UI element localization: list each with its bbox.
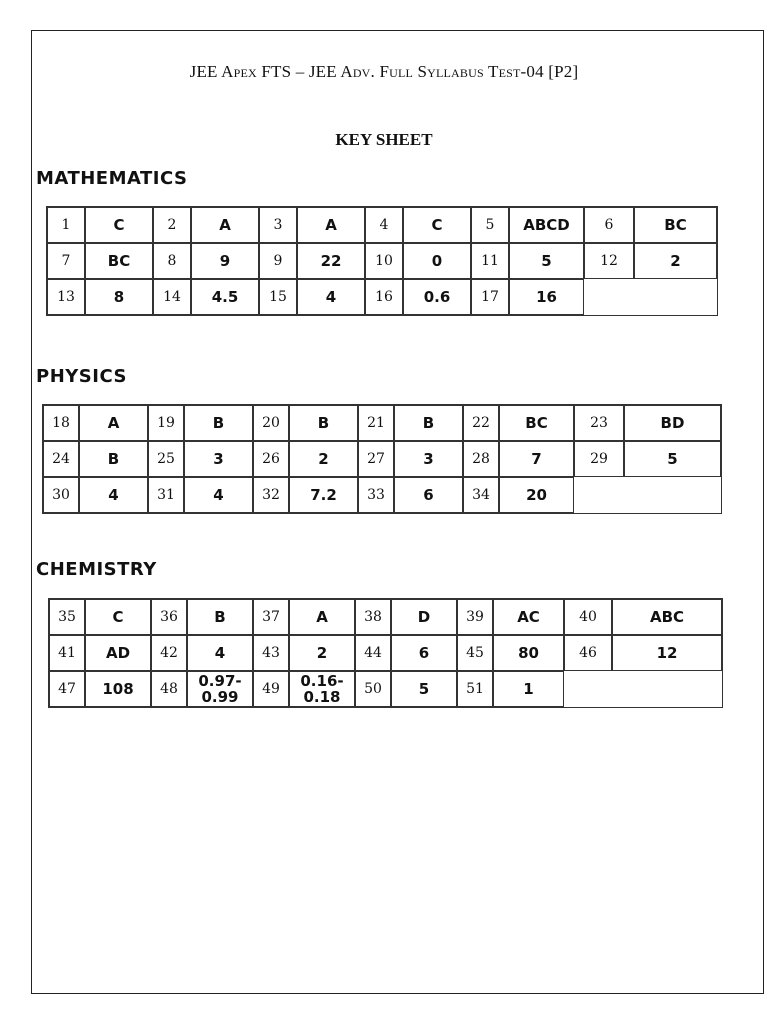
question-number: 46 [564, 635, 612, 671]
answer-key: A [79, 405, 148, 441]
answer-key: ABC [612, 599, 722, 635]
answer-key: 2 [289, 441, 358, 477]
question-number: 3 [259, 207, 297, 243]
question-number: 19 [148, 405, 184, 441]
answer-key: 4 [79, 477, 148, 513]
question-number: 18 [43, 405, 79, 441]
question-number: 11 [471, 243, 509, 279]
question-number: 1 [47, 207, 85, 243]
key-sheet-title: KEY SHEET [335, 130, 433, 149]
chemistry-key-table [48, 598, 723, 708]
question-number: 29 [574, 441, 624, 477]
question-number: 32 [253, 477, 289, 513]
answer-key: 2 [634, 243, 717, 279]
question-number: 51 [457, 671, 493, 707]
answer-key: B [79, 441, 148, 477]
question-number: 13 [47, 279, 85, 315]
question-number: 44 [355, 635, 391, 671]
answer-key: 5 [509, 243, 584, 279]
question-number: 20 [253, 405, 289, 441]
answer-key: BC [634, 207, 717, 243]
answer-key: A [289, 599, 355, 635]
question-number: 49 [253, 671, 289, 707]
answer-row [47, 207, 717, 243]
answer-key: 3 [184, 441, 253, 477]
answer-key: 22 [297, 243, 365, 279]
question-number: 23 [574, 405, 624, 441]
answer-row [49, 599, 722, 635]
answer-key: 0.97- 0.99 [187, 671, 253, 707]
answer-row [43, 477, 721, 513]
answer-row [47, 279, 717, 315]
question-number: 27 [358, 441, 394, 477]
question-number: 15 [259, 279, 297, 315]
section-title-physics: PHYSICS [36, 366, 127, 387]
answer-key: AD [85, 635, 151, 671]
question-number: 25 [148, 441, 184, 477]
question-number: 36 [151, 599, 187, 635]
answer-key: 0.16- 0.18 [289, 671, 355, 707]
answer-row [49, 671, 722, 707]
answer-key: 4 [184, 477, 253, 513]
question-number: 6 [584, 207, 634, 243]
answer-key: 8 [85, 279, 153, 315]
question-number: 38 [355, 599, 391, 635]
question-number: 30 [43, 477, 79, 513]
empty-cell [564, 671, 722, 707]
question-number: 5 [471, 207, 509, 243]
answer-key: 2 [289, 635, 355, 671]
answer-row [49, 635, 722, 671]
answer-key: 9 [191, 243, 259, 279]
answer-key: 108 [85, 671, 151, 707]
question-number: 41 [49, 635, 85, 671]
answer-key: 4 [297, 279, 365, 315]
question-number: 21 [358, 405, 394, 441]
answer-key: AC [493, 599, 564, 635]
question-number: 45 [457, 635, 493, 671]
answer-key: ABCD [509, 207, 584, 243]
question-number: 12 [584, 243, 634, 279]
empty-cell [574, 477, 721, 513]
answer-key: B [394, 405, 463, 441]
question-number: 42 [151, 635, 187, 671]
answer-key: C [85, 599, 151, 635]
test-title: JEE Apex FTS – JEE Adv. Full Syllabus Test-04 [P2] [189, 62, 579, 81]
question-number: 8 [153, 243, 191, 279]
question-number: 31 [148, 477, 184, 513]
answer-key: BD [624, 405, 721, 441]
question-number: 50 [355, 671, 391, 707]
answer-key: 5 [391, 671, 457, 707]
question-number: 22 [463, 405, 499, 441]
question-number: 2 [153, 207, 191, 243]
answer-key: 0.6 [403, 279, 471, 315]
question-number: 40 [564, 599, 612, 635]
question-number: 47 [49, 671, 85, 707]
answer-key: C [403, 207, 471, 243]
question-number: 37 [253, 599, 289, 635]
question-number: 7 [47, 243, 85, 279]
answer-key: A [297, 207, 365, 243]
answer-key: C [85, 207, 153, 243]
answer-key: 0 [403, 243, 471, 279]
question-number: 10 [365, 243, 403, 279]
question-number: 16 [365, 279, 403, 315]
answer-key: B [184, 405, 253, 441]
section-title-mathematics: MATHEMATICS [36, 168, 188, 189]
answer-key: A [191, 207, 259, 243]
question-number: 33 [358, 477, 394, 513]
answer-key: 6 [394, 477, 463, 513]
answer-key: 7.2 [289, 477, 358, 513]
answer-key: BC [85, 243, 153, 279]
section-title-chemistry: CHEMISTRY [36, 559, 157, 580]
question-number: 14 [153, 279, 191, 315]
answer-key: 80 [493, 635, 564, 671]
question-number: 48 [151, 671, 187, 707]
answer-key: 3 [394, 441, 463, 477]
empty-cell [584, 279, 717, 315]
question-number: 34 [463, 477, 499, 513]
question-number: 26 [253, 441, 289, 477]
question-number: 35 [49, 599, 85, 635]
question-number: 24 [43, 441, 79, 477]
answer-key: 6 [391, 635, 457, 671]
physics-key-table [42, 404, 722, 514]
answer-key: 5 [624, 441, 721, 477]
question-number: 28 [463, 441, 499, 477]
answer-row [47, 243, 717, 279]
question-number: 4 [365, 207, 403, 243]
question-number: 17 [471, 279, 509, 315]
answer-key: 16 [509, 279, 584, 315]
answer-row [43, 405, 721, 441]
question-number: 39 [457, 599, 493, 635]
question-number: 43 [253, 635, 289, 671]
answer-key: 1 [493, 671, 564, 707]
answer-key: BC [499, 405, 574, 441]
answer-key: B [187, 599, 253, 635]
answer-key: 12 [612, 635, 722, 671]
answer-key: 20 [499, 477, 574, 513]
answer-key: 4 [187, 635, 253, 671]
answer-row [43, 441, 721, 477]
mathematics-key-table [46, 206, 718, 316]
answer-key: 4.5 [191, 279, 259, 315]
answer-key: B [289, 405, 358, 441]
answer-key: 7 [499, 441, 574, 477]
answer-key: D [391, 599, 457, 635]
question-number: 9 [259, 243, 297, 279]
